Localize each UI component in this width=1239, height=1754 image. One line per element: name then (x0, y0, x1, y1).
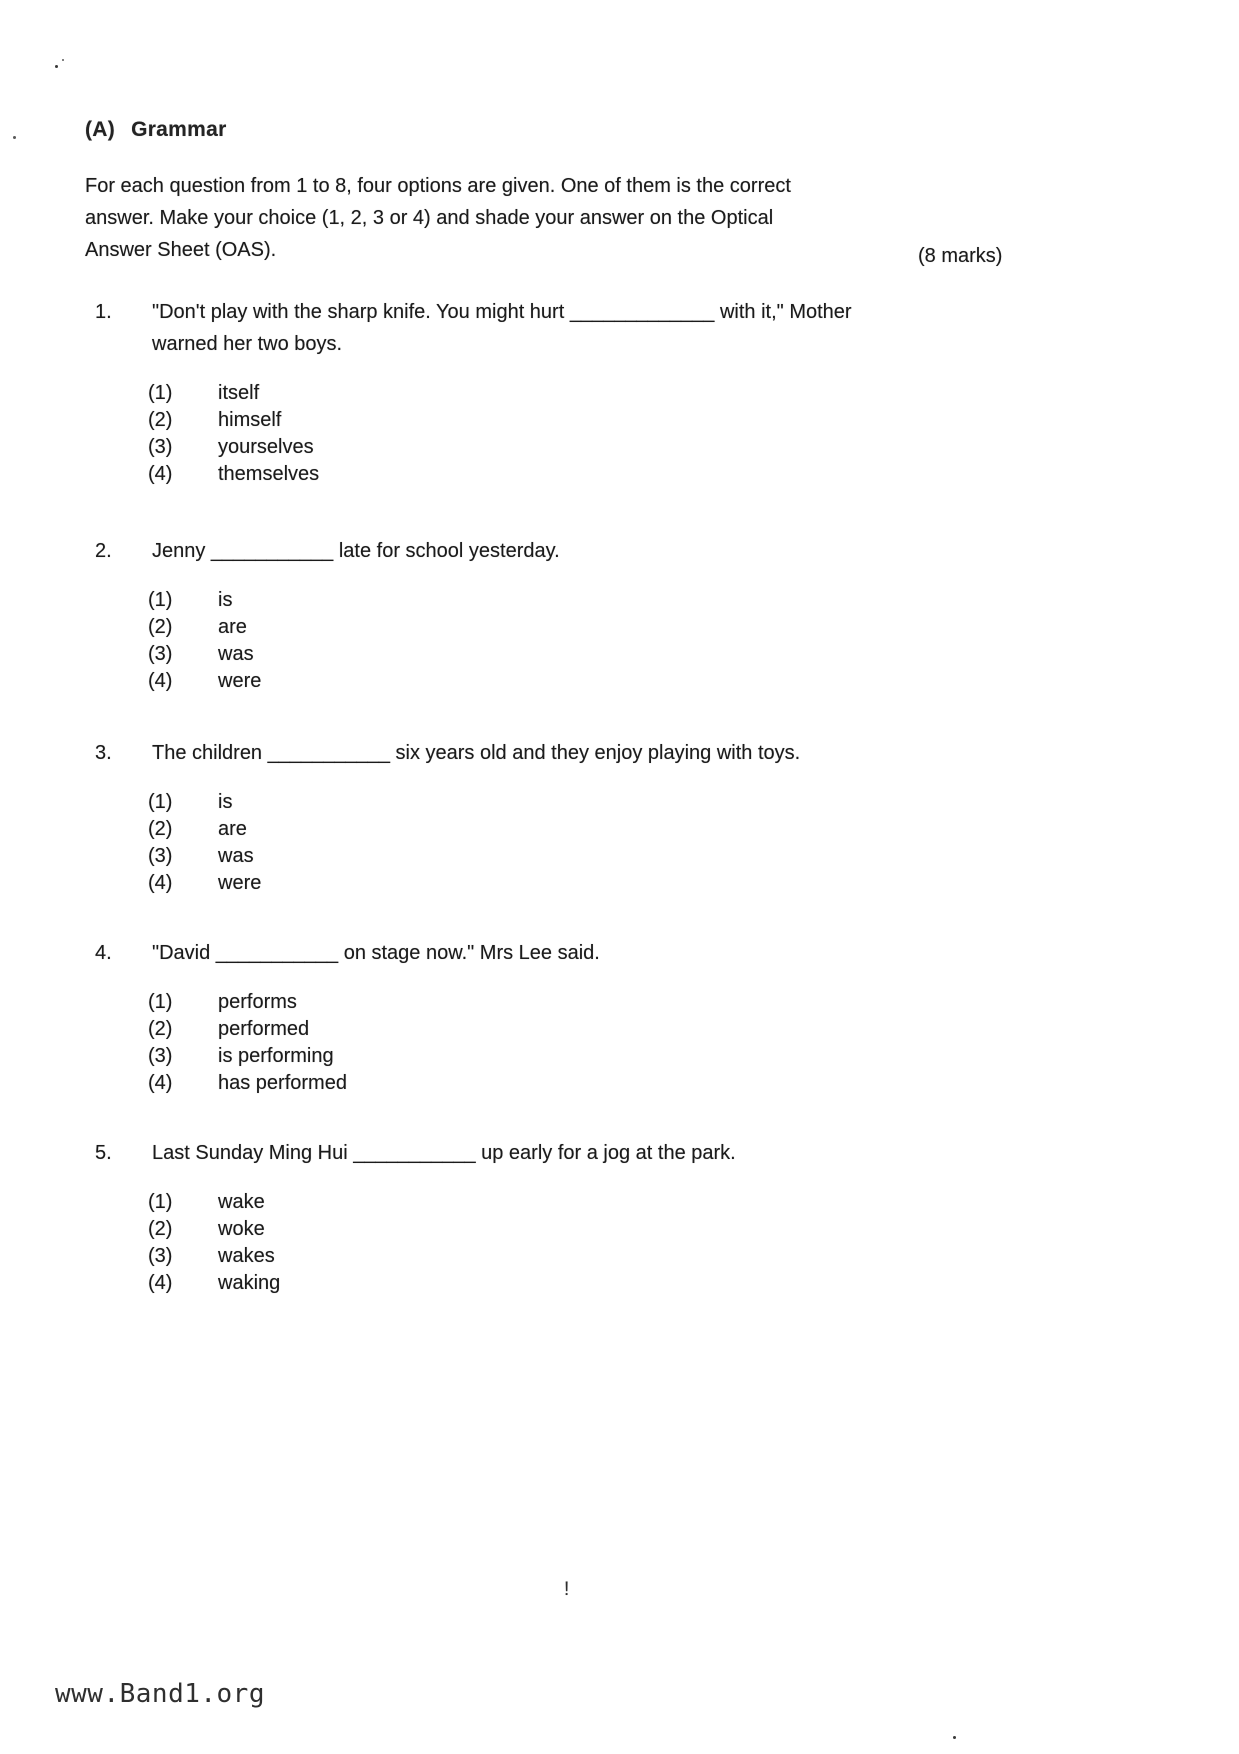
option-number: (4) (148, 1072, 173, 1094)
stem-line: "Don't play with the sharp knife. You might hurt _____________ with it," Mother (152, 301, 852, 323)
options-list (95, 789, 995, 897)
option-label: are (218, 616, 247, 638)
option-number: (3) (148, 1045, 173, 1067)
option-label: is performing (218, 1045, 334, 1067)
section-header (85, 118, 227, 142)
scan-artifact-dot (55, 65, 58, 68)
option-row (148, 870, 995, 897)
option-number: (4) (148, 670, 173, 692)
option-number: (3) (148, 643, 173, 665)
option-label: is (218, 589, 233, 611)
question-number: 4. (95, 942, 112, 964)
question-number: 3. (95, 742, 112, 764)
stem-line: warned her two boys. (152, 333, 343, 355)
option-number: (1) (148, 1191, 173, 1213)
options-list (95, 380, 995, 488)
option-label: were (218, 872, 262, 894)
option-label: was (218, 643, 254, 665)
option-label: wakes (218, 1245, 275, 1267)
section-label: (A) (85, 118, 116, 141)
options-list (95, 587, 995, 695)
question-stem (152, 1137, 736, 1169)
option-label: has performed (218, 1072, 347, 1094)
option-row (148, 668, 995, 695)
option-label: yourselves (218, 436, 314, 458)
option-number: (3) (148, 845, 173, 867)
option-label: are (218, 818, 247, 840)
option-number: (1) (148, 991, 173, 1013)
option-row (148, 614, 995, 641)
option-row (148, 1070, 995, 1097)
option-number: (1) (148, 382, 173, 404)
instructions-paragraph (85, 170, 1045, 266)
option-number: (2) (148, 1218, 173, 1240)
scan-artifact-dot (953, 1736, 956, 1739)
option-row (148, 587, 995, 614)
option-row (148, 380, 995, 407)
watermark-url: www.Band1.org (55, 1679, 265, 1709)
option-number: (2) (148, 409, 173, 431)
option-row (148, 641, 995, 668)
question-stem (152, 296, 852, 360)
option-label: themselves (218, 463, 320, 485)
option-row (148, 1016, 995, 1043)
option-number: (1) (148, 589, 173, 611)
option-row (148, 461, 995, 488)
question-block-2 (95, 535, 995, 695)
options-list (95, 1189, 995, 1297)
option-label: were (218, 670, 262, 692)
option-number: (2) (148, 616, 173, 638)
option-row (148, 1216, 995, 1243)
option-row (148, 1270, 995, 1297)
option-row (148, 1189, 995, 1216)
stem-line: The children ___________ six years old and they enjoy playing with toys. (152, 742, 801, 764)
stem-line: Jenny ___________ late for school yesterday. (152, 540, 560, 562)
option-number: (3) (148, 1245, 173, 1267)
option-row (148, 407, 995, 434)
option-number: (1) (148, 791, 173, 813)
option-number: (4) (148, 872, 173, 894)
instruction-line: Answer Sheet (OAS). (85, 239, 277, 261)
option-number: (2) (148, 1018, 173, 1040)
option-row (148, 843, 995, 870)
instruction-line: For each question from 1 to 8, four options are given. One of them is the correct (85, 175, 791, 197)
marks-label: (8 marks) (918, 245, 1003, 267)
option-row (148, 789, 995, 816)
option-label: woke (218, 1218, 265, 1240)
option-label: was (218, 845, 254, 867)
question-block-5 (95, 1137, 995, 1297)
question-stem (152, 737, 800, 769)
option-row (148, 1243, 995, 1270)
question-number: 2. (95, 540, 112, 562)
question-block-3 (95, 737, 995, 897)
option-row (148, 989, 995, 1016)
question-stem (152, 937, 600, 969)
stem-line: Last Sunday Ming Hui ___________ up early for a jog at the park. (152, 1142, 736, 1164)
option-number: (4) (148, 1272, 173, 1294)
option-label: is (218, 791, 233, 813)
question-block-1 (95, 296, 995, 488)
option-number: (2) (148, 818, 173, 840)
question-block-4 (95, 937, 995, 1097)
options-list (95, 989, 995, 1097)
option-label: performs (218, 991, 297, 1013)
question-number: 1. (95, 301, 112, 323)
option-row (148, 434, 995, 461)
scan-artifact-dot (62, 59, 64, 61)
option-label: wake (218, 1191, 265, 1213)
option-label: itself (218, 382, 260, 404)
option-number: (3) (148, 436, 173, 458)
option-number: (4) (148, 463, 173, 485)
option-row (148, 816, 995, 843)
option-label: waking (218, 1272, 281, 1294)
scan-artifact-dot (13, 136, 16, 139)
option-row (148, 1043, 995, 1070)
section-title: Grammar (131, 118, 227, 141)
question-number: 5. (95, 1142, 112, 1164)
option-label: performed (218, 1018, 310, 1040)
question-stem (152, 535, 560, 567)
instruction-line: answer. Make your choice (1, 2, 3 or 4) and shade your answer on the Optical (85, 207, 774, 229)
option-label: himself (218, 409, 282, 431)
page-number-mark: ! (564, 1579, 570, 1600)
stem-line: "David ___________ on stage now." Mrs Lee said. (152, 942, 600, 964)
